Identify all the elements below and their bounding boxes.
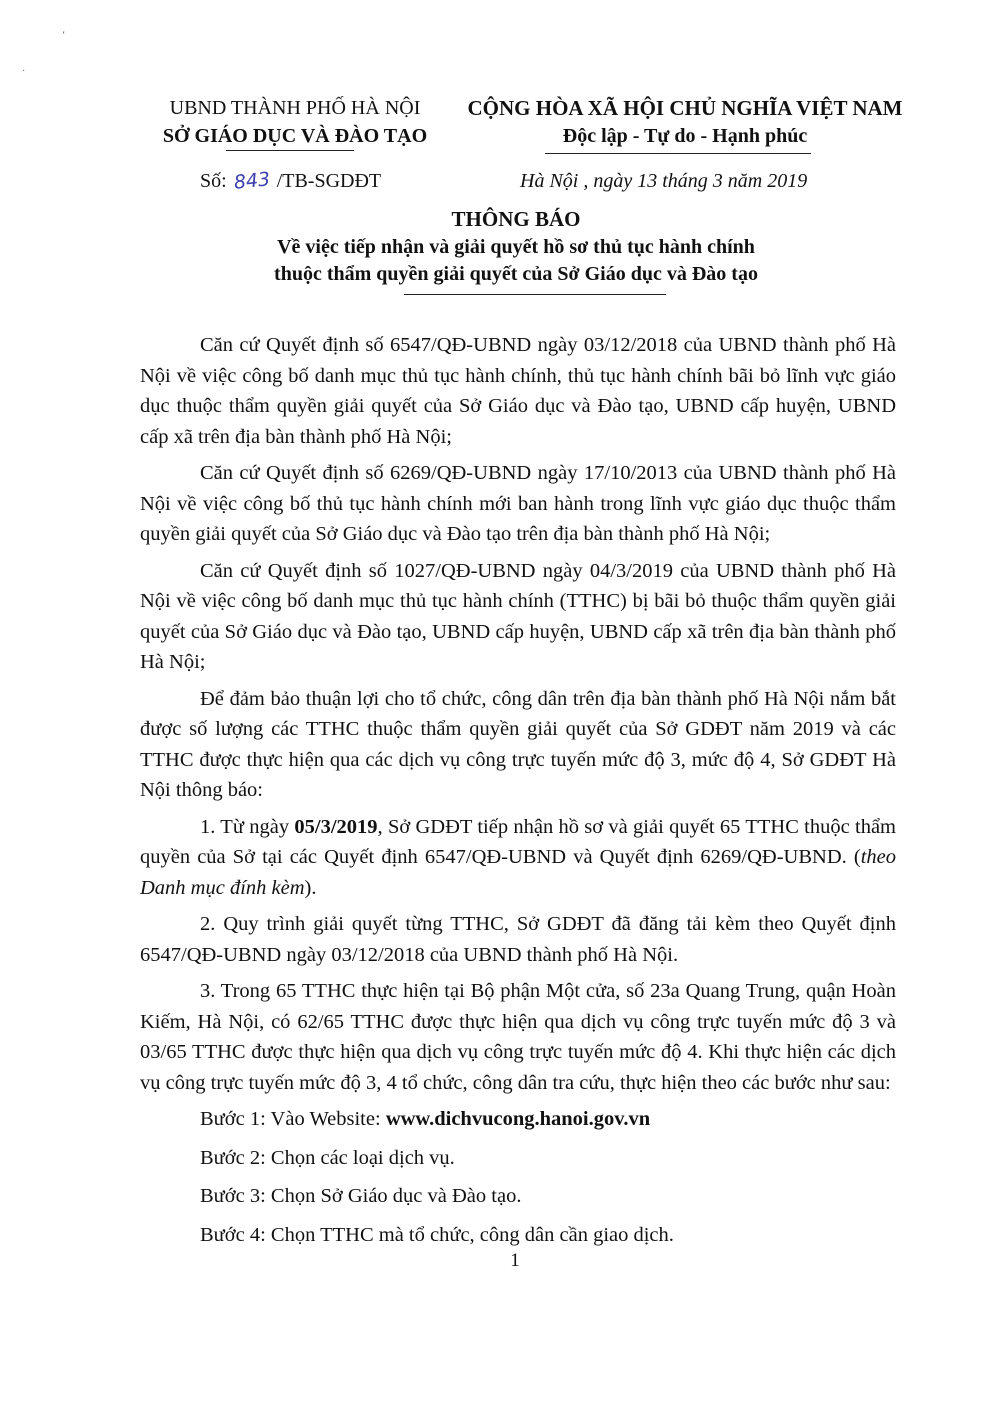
issuer-block [140, 94, 450, 150]
item-1-date: 05/3/2019 [294, 815, 378, 838]
document-subtitle-line2: thuộc thẩm quyền giải quyết của Sở Giáo dục và Đào tạo [274, 263, 758, 285]
item-2-paragraph: 2. Quy trình giải quyết từng TTHC, Sở GDĐT đã đăng tải kèm theo Quyết định 6547/QĐ-UBND ngày 03/12/2018 của UBND thành phố Hà Nội. [140, 913, 896, 966]
scan-speck: · [22, 66, 26, 77]
item-1-lead: 1. Từ ngày [200, 815, 295, 838]
step-1 [140, 1104, 896, 1135]
step-3: Bước 3: Chọn Sở Giáo dục và Đào tạo. [200, 1185, 522, 1207]
legal-basis-paragraph: Căn cứ Quyết định số 6547/QĐ-UBND ngày 03/12/2018 của UBND thành phố Hà Nội về việc công bố danh mục thủ tục hành chính, thủ tục hành chính bãi bỏ lĩnh vực giáo dục thuộc thẩm quyền giải quyết của Sở Giáo dục và Đào tạo, UBND cấp huyện, UBND cấp xã trên địa bàn thành phố Hà Nội; [140, 334, 896, 448]
document-title-block [100, 204, 932, 288]
purpose-paragraph: Để đảm bảo thuận lợi cho tổ chức, công dân trên địa bàn thành phố Hà Nội nắm bắt được số lượng các TTHC thuộc thẩm quyền giải quyết của Sở GDĐT năm 2019 và các TTHC được thực hiện qua các dịch vụ công trực tuyến mức độ 3, mức độ 4, Sở GDĐT Hà Nội thông báo: [140, 687, 896, 801]
legal-basis-paragraph: Căn cứ Quyết định số 1027/QĐ-UBND ngày 04/3/2019 của UBND thành phố Hà Nội về việc công bố danh mục thủ tục hành chính (TTHC) bị bãi bỏ thuộc thẩm quyền giải quyết của Sở Giáo dục và Đào tạo, UBND cấp huyện, UBND cấp xã trên địa bàn thành phố Hà Nội; [140, 559, 896, 673]
number-prefix: Số: [200, 170, 227, 192]
document-body [140, 330, 896, 1258]
item-3-paragraph: 3. Trong 65 TTHC thực hiện tại Bộ phận Một cửa, số 23a Quang Trung, quận Hoàn Kiếm, Hà Nội, có 62/65 TTHC được thực hiện qua dịch vụ công trực tuyến mức độ 3 và 03/65 TTHC được thực hiện qua dịch vụ công trực tuyến mức độ 4. Khi thực hiện các dịch vụ công trực tuyến mức độ 3, 4 tổ chức, công dân tra cứu, thực hiện theo các bước như sau: [140, 980, 896, 1094]
document-subtitle-line1: Về việc tiếp nhận và giải quyết hồ sơ thủ tục hành chính [277, 236, 755, 258]
item-1-text: , Sở GDĐT tiếp nhận hồ sơ và giải quyết 65 TTHC thuộc thẩm quyền của Sở tại các Quyết định 6547/QĐ-UBND và Quyết định 6269/QĐ-UBND. ( [140, 815, 896, 868]
national-title: CỘNG HÒA XÃ HỘI CHỦ NGHĨA VIỆT NAM [467, 96, 903, 120]
document-number [200, 167, 381, 195]
document-title: THÔNG BÁO [451, 207, 581, 231]
handwritten-number: 843 [232, 168, 271, 194]
item-1-attachment-note: theo Danh mục đính kèm [140, 846, 896, 899]
step-1-website: www.dichvucong.hanoi.gov.vn [385, 1108, 651, 1130]
national-motto-block [455, 94, 915, 150]
issuer-parent: UBND THÀNH PHỐ HÀ NỘI [169, 97, 421, 119]
step-2: Bước 2: Chọn các loại dịch vụ. [200, 1146, 455, 1169]
scan-speck: ʻ [62, 30, 66, 41]
step-1-label: Bước 1: Vào Website: [200, 1108, 386, 1130]
item-1-paragraph [140, 812, 896, 904]
item-1-end: ). [304, 876, 317, 899]
step-4: Bước 4: Chọn TTHC mà tổ chức, công dân cần giao dịch. [200, 1223, 674, 1246]
title-underline [404, 294, 666, 295]
issuer-name: SỞ GIÁO DỤC VÀ ĐÀO TẠO [162, 125, 428, 147]
number-suffix: /TB-SGDĐT [276, 170, 382, 192]
legal-basis-paragraph: Căn cứ Quyết định số 6269/QĐ-UBND ngày 17/10/2013 của UBND thành phố Hà Nội về việc công bố thủ tục hành chính mới ban hành trong lĩnh vực giáo dục thuộc thẩm quyền giải quyết của Sở Giáo dục và Đào tạo trên địa bàn thành phố Hà Nội; [140, 462, 896, 545]
national-motto: Độc lập - Tự do - Hạnh phúc [562, 125, 808, 147]
page-number: 1 [510, 1250, 520, 1271]
document-date: Hà Nội , ngày 13 tháng 3 năm 2019 [520, 170, 808, 192]
issuer-underline [226, 150, 354, 151]
motto-underline [545, 153, 811, 154]
